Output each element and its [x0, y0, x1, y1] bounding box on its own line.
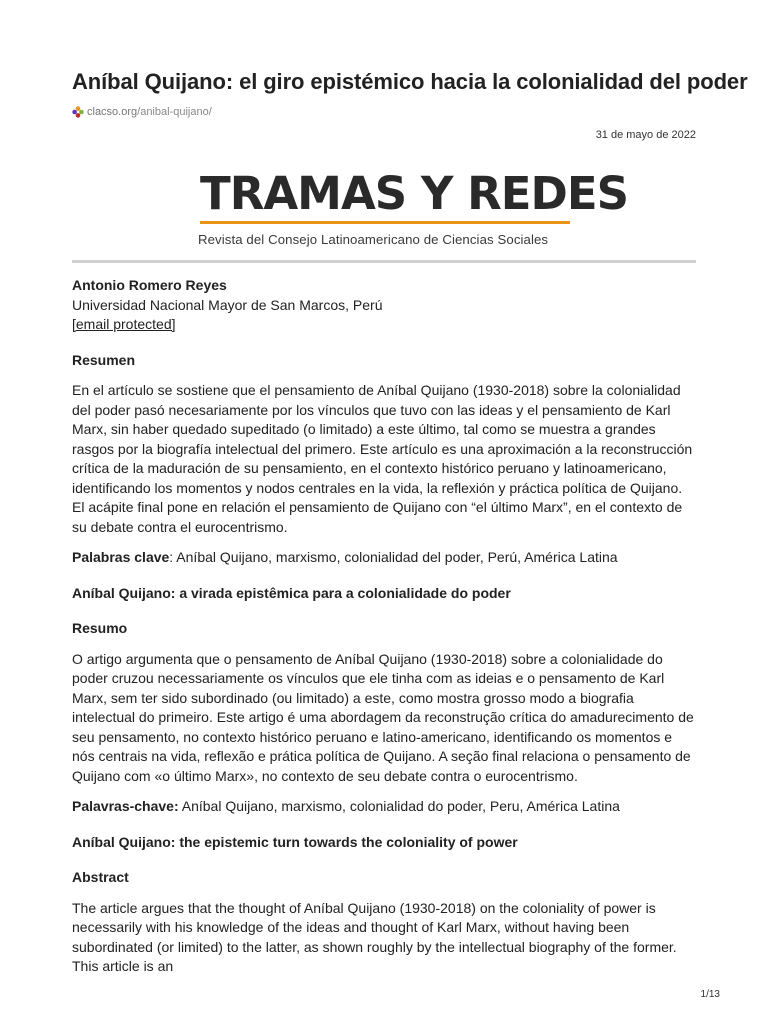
- palavras-chave: [72, 797, 696, 817]
- masthead-divider: [72, 260, 696, 263]
- resumen-paragraph: En el artículo se sostiene que el pensamiento de Aníbal Quijano (1930-2018) sobre la colonialidad del poder pasó necesariamente por los vínculos que tuvo con las ideas y el pensamiento de Karl Marx, sin haber quedado supeditado (o limitado) a este último, tal como se muestra a grandes rasgos por la biografía intelectual del primero. Este artículo es una aproximación a la reconstrucción crítica de la maduración de su pensamiento, en el contexto histórico peruano y latinoamericano, identificando los momentos y nodos centrales en la vida, la reflexión y práctica política de Quijano. El acápite final pone en relación el pensamiento de Quijano con “el último Marx”, en el contexto de su debate contra el eurocentrismo.: [72, 382, 693, 535]
- clacso-favicon-icon: [72, 106, 84, 118]
- palabras-clave-label: Palabras clave: [72, 549, 170, 565]
- page-number: 1/13: [700, 989, 720, 1000]
- source-path[interactable]: /anibal-quijano/: [137, 106, 212, 118]
- resumen-heading: Resumen: [72, 351, 136, 368]
- source-domain[interactable]: clacso.org: [87, 106, 138, 118]
- article-body: [72, 276, 696, 988]
- journal-logo: TRAMAS Y REDES: [200, 167, 629, 220]
- article-title: Aníbal Quijano: el giro epistémico hacia la colonialidad del poder: [72, 69, 748, 94]
- author-affiliation: Universidad Nacional Mayor de San Marcos, Perú: [72, 296, 383, 313]
- abstract-heading: Abstract: [72, 869, 129, 885]
- resumo-paragraph: O artigo argumenta que o pensamento de Aníbal Quijano (1930-2018) sobre a colonialidade do poder cruzou necessariamente os vínculos que ele tinha com as ideias e o pensamento de Karl Marx, sem ter sido subordinado (ou limitado) a este, como mostra grosso modo a biografia intelectual do primeiro. Este artigo é uma abordagem da reconstrução crítica do amadurecimento de seu pensamento, no contexto histórico peruano e latino-americano, identificando os momentos e nós centrais na vida, reflexão e prática política de Quijano. A seção final relaciona o pensamento de Quijano com «o último Marx», no contexto de seu debate contra o eurocentrismo.: [72, 650, 694, 784]
- resumo-heading: Resumo: [72, 620, 128, 636]
- publication-date: 31 de mayo de 2022: [595, 129, 696, 141]
- palabras-clave: [72, 548, 696, 568]
- palavras-chave-label: Palavras-chave:: [72, 798, 179, 814]
- author-name: Antonio Romero Reyes: [72, 277, 227, 293]
- abstract-paragraph: The article argues that the thought of Aníbal Quijano (1930-2018) on the coloniality of power is necessarily with his knowledge of the ideas and thought of Karl Marx, without having been subordinated (or limited) to the latter, as shown roughly by the intellectual biography of the former. This article is an: [72, 899, 677, 974]
- journal-masthead: [72, 165, 696, 265]
- english-title: Aníbal Quijano: the epistemic turn towards the coloniality of power: [72, 833, 518, 850]
- portuguese-title: Aníbal Quijano: a virada epistêmica para a colonialidade do poder: [72, 584, 511, 601]
- logo-accent-rule: [200, 221, 570, 224]
- author-block: [72, 276, 696, 335]
- author-email-link[interactable]: [email protected]: [72, 316, 176, 332]
- source-link[interactable]: [72, 106, 212, 118]
- journal-subtitle: Revista del Consejo Latinoamericano de Ciencias Sociales: [198, 232, 549, 247]
- palavras-chave-values: Aníbal Quijano, marxismo, colonialidad do poder, Peru, América Latina: [178, 798, 620, 814]
- palabras-clave-values: : Aníbal Quijano, marxismo, colonialidad del poder, Perú, América Latina: [169, 549, 618, 565]
